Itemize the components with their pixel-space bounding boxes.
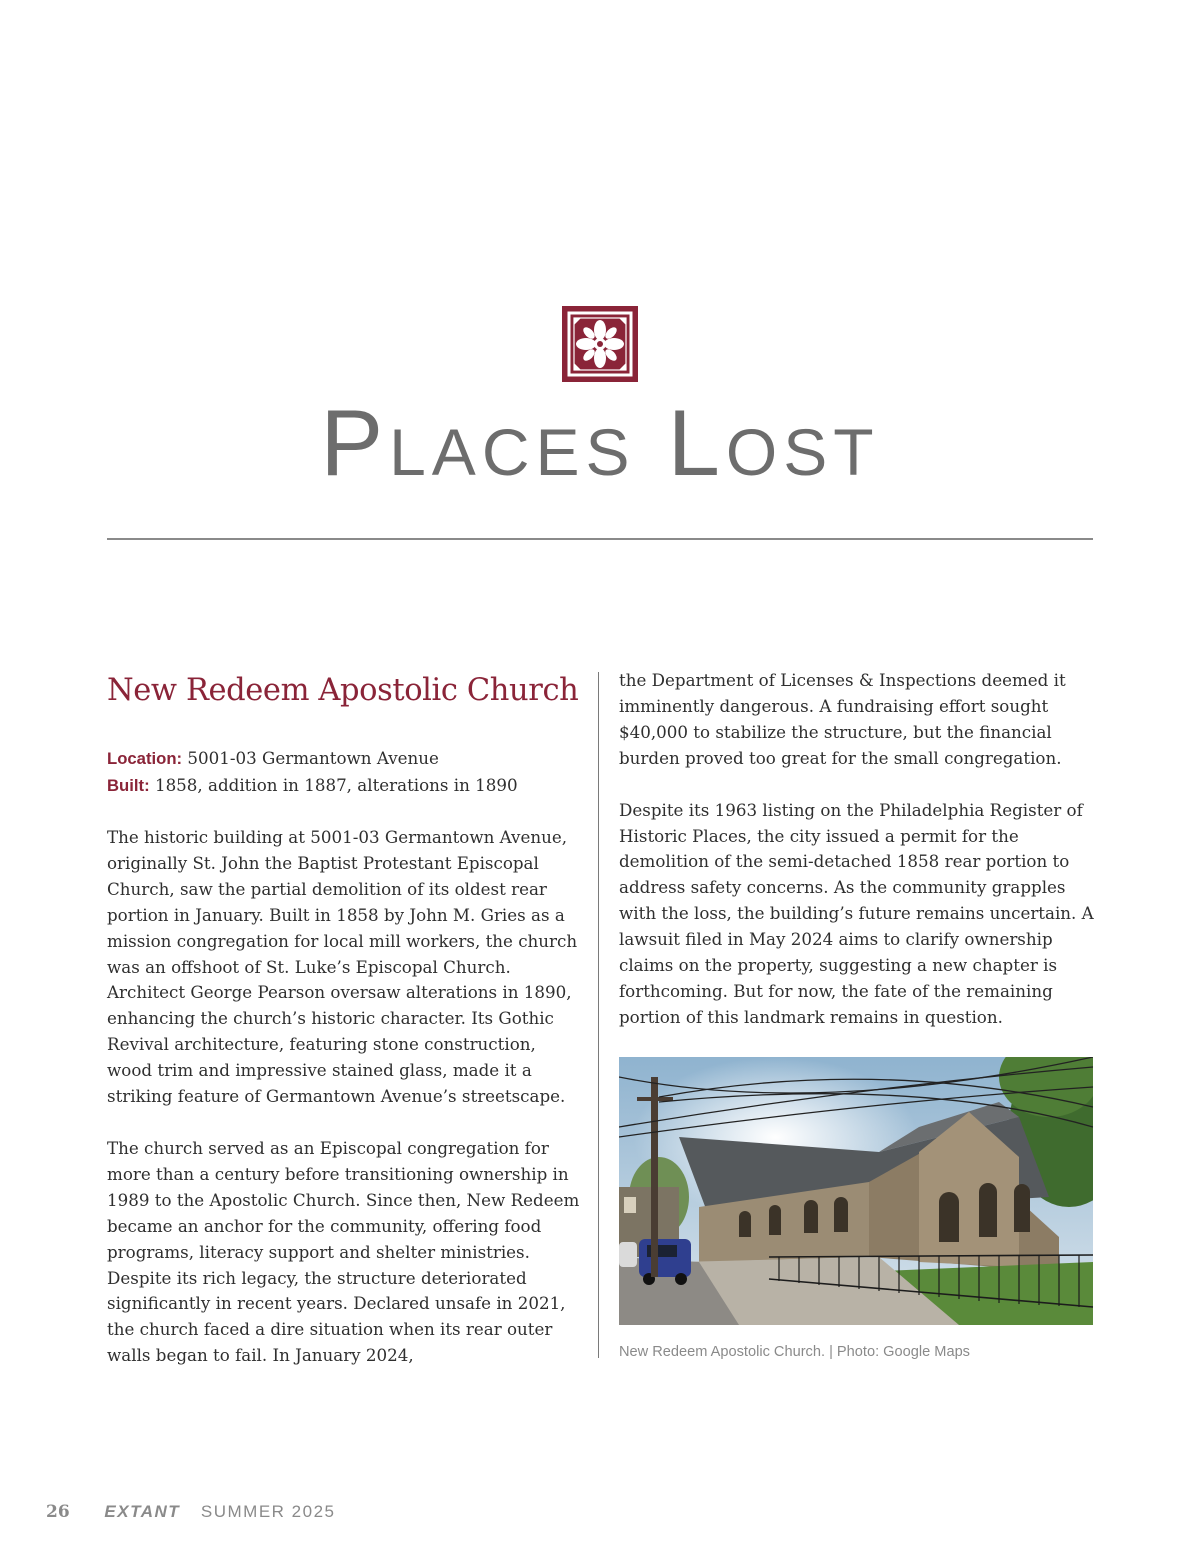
built-line [107, 772, 585, 799]
issue-label: SUMMER 2025 [200, 1502, 336, 1521]
page-number: 26 [46, 1502, 70, 1522]
magazine-name: EXTANT [104, 1502, 181, 1521]
section-title: Places Lost [320, 390, 880, 495]
article-right-column [619, 668, 1097, 1360]
article-title: New Redeem Apostolic Church [107, 673, 579, 708]
decorative-tile-icon [562, 306, 638, 382]
location-value: 5001-03 Germantown Avenue [187, 748, 439, 768]
body-paragraph: The historic building at 5001-03 Germantown Avenue, originally St. John the Baptist Protestant Episcopal Church, saw the partial demolition of its oldest rear portion in January. Built in 1858 by John M. Gries as a mission congregation for local mill workers, the church was an offshoot of St. Luke’s Episcopal Church. Architect George Pearson oversaw alterations in 1890, enhancing the church’s historic character. Its Gothic Revival architecture, featuring stone construction, wood trim and impressive stained glass, made it a striking feature of Germantown Avenue’s streetscape. [107, 827, 578, 1107]
page-footer [46, 1502, 336, 1522]
body-paragraph: The church served as an Episcopal congregation for more than a century before transitioning ownership in 1989 to the Apostolic Church. Since then, New Redeem became an anchor for the community, offering food programs, literacy support and shelter ministries. Despite its rich legacy, the structure deteriorated significantly in recent years. Declared unsafe in 2021, the church faced a dire situation when its rear outer walls began to fail. In January 2024, [107, 1137, 580, 1366]
article-meta [107, 745, 585, 799]
built-value: 1858, addition in 1887, alterations in 1890 [154, 775, 518, 795]
body-paragraph: the Department of Licenses & Inspections deemed it imminently dangerous. A fundraising effort sought $40,000 to stabilize the structure, but the financial burden proved too great for the small congregation. [619, 670, 1066, 768]
church-photo [619, 1057, 1093, 1325]
location-label: Location: [107, 749, 183, 768]
section-divider [107, 538, 1093, 540]
location-line [107, 745, 585, 772]
body-paragraph: Despite its 1963 listing on the Philadelphia Register of Historic Places, the city issued a permit for the demolition of the semi-detached 1858 rear portion to address safety concerns. As the community grapples with the loss, the building’s future remains uncertain. A lawsuit filed in May 2024 aims to clarify ownership claims on the property, suggesting a new chapter is forthcoming. But for now, the fate of the remaining portion of this landmark remains in question. [619, 799, 1094, 1027]
photo-caption: New Redeem Apostolic Church. | Photo: Google Maps [619, 1343, 970, 1360]
article-left-column [107, 668, 585, 1369]
column-divider [598, 672, 599, 1358]
built-label: Built: [107, 776, 150, 795]
